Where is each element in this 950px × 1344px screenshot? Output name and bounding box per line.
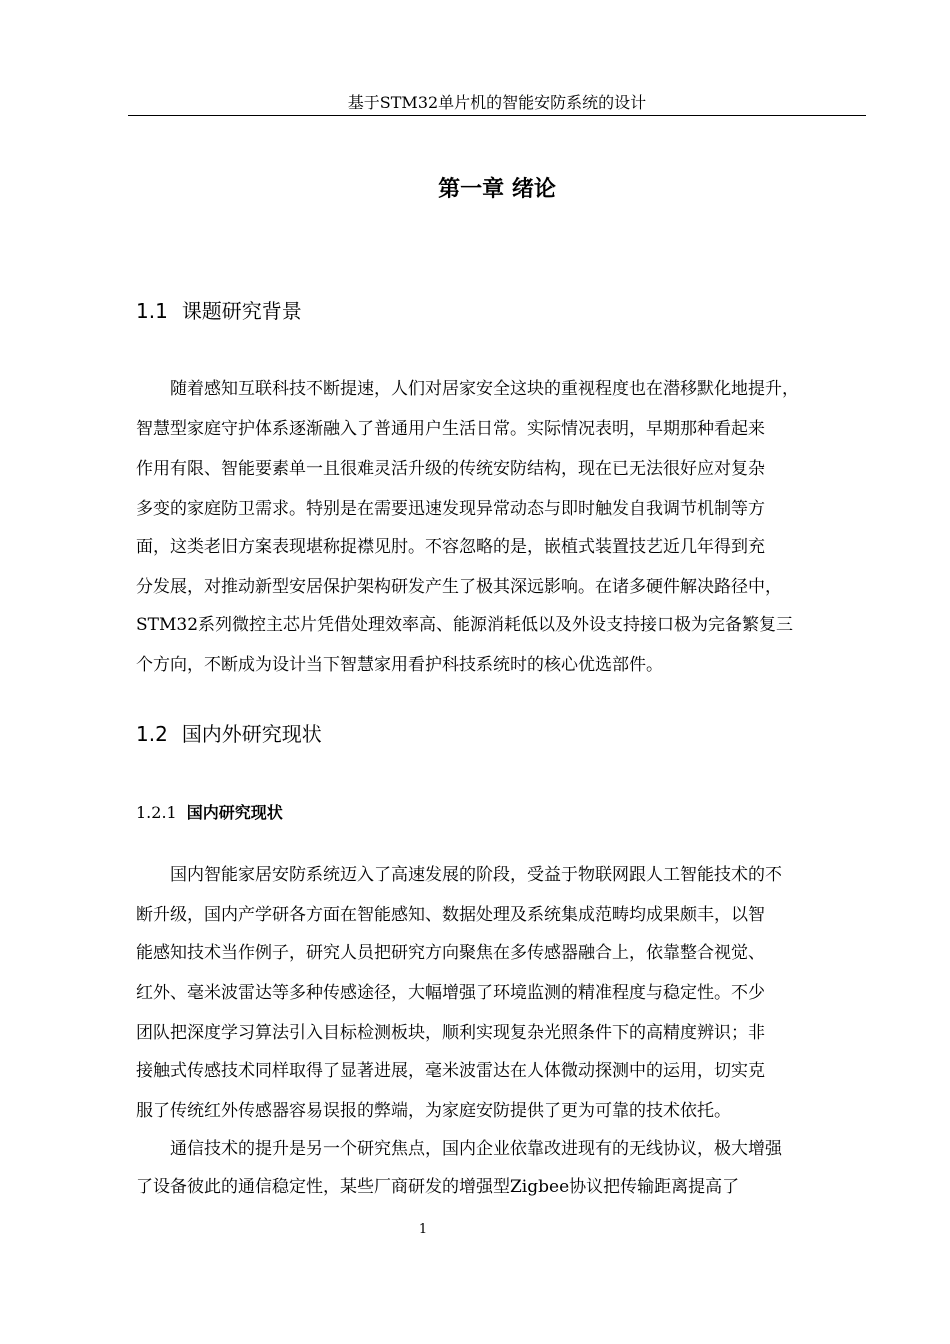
page-number: 1 [418, 1222, 428, 1237]
paragraph-line: 能感知技术当作例子，研究人员把研究方向聚焦在多传感器融合上，依靠整合视觉、 [136, 943, 765, 963]
paragraph-line: 面，这类老旧方案表现堪称捉襟见肘。不容忽略的是，嵌植式装置技艺近几年得到充 [136, 537, 765, 557]
paragraph-line: 通信技术的提升是另一个研究焦点，国内企业依靠改进现有的无线协议，极大增强 [170, 1139, 782, 1159]
paragraph-line: 红外、毫米波雷达等多种传感途径，大幅增强了环境监测的精准程度与稳定性。不少 [136, 983, 765, 1003]
chapter-title: 第一章 绪论 [438, 177, 556, 202]
paragraph-line: 服了传统红外传感器容易误报的弊端，为家庭安防提供了更为可靠的技术依托。 [136, 1101, 731, 1121]
paragraph-line: 接触式传感技术同样取得了显著进展，毫米波雷达在人体微动探测中的运用，切实克 [136, 1061, 765, 1081]
subsection-heading-1-2-1 [136, 801, 283, 825]
section-title: 国内外研究现状 [181, 722, 322, 746]
section-number: 1.1 [136, 299, 168, 323]
paragraph-line: 团队把深度学习算法引入目标检测板块，顺利实现复杂光照条件下的高精度辨识；非 [136, 1023, 765, 1043]
paragraph-line: 分发展，对推动新型安居保护架构研发产生了极其深远影响。在诸多硬件解决路径中， [136, 577, 782, 597]
paragraph-line: 多变的家庭防卫需求。特别是在需要迅速发现异常动态与即时触发自我调节机制等方 [136, 499, 765, 519]
paragraph-line: 随着感知互联科技不断提速，人们对居家安全这块的重视程度也在潜移默化地提升， [170, 379, 799, 399]
section-heading-1-1 [136, 297, 302, 325]
paragraph-line: STM32系列微控主芯片凭借处理效率高、能源消耗低以及外设支持接口极为完备繁复三 [136, 615, 794, 635]
section-title: 课题研究背景 [181, 299, 302, 323]
running-header: 基于STM32单片机的智能安防系统的设计 [347, 93, 647, 112]
subsection-title: 国内研究现状 [186, 803, 283, 822]
section-number: 1.2 [136, 722, 168, 746]
paragraph-line: 个方向，不断成为设计当下智慧家用看护科技系统时的核心优选部件。 [136, 655, 663, 675]
paragraph-line: 了设备彼此的通信稳定性，某些厂商研发的增强型Zigbee协议把传输距离提高了 [136, 1177, 740, 1197]
paragraph-line: 作用有限、智能要素单一且很难灵活升级的传统安防结构，现在已无法很好应对复杂 [136, 459, 765, 479]
header-rule [128, 115, 866, 116]
paragraph-line: 断升级，国内产学研各方面在智能感知、数据处理及系统集成范畴均成果颇丰，以智 [136, 905, 765, 925]
paragraph-line: 智慧型家庭守护体系逐渐融入了普通用户生活日常。实际情况表明，早期那种看起来 [136, 419, 765, 439]
subsection-number: 1.2.1 [136, 803, 177, 822]
section-heading-1-2 [136, 720, 322, 748]
paragraph-line: 国内智能家居安防系统迈入了高速发展的阶段，受益于物联网跟人工智能技术的不 [170, 865, 782, 885]
